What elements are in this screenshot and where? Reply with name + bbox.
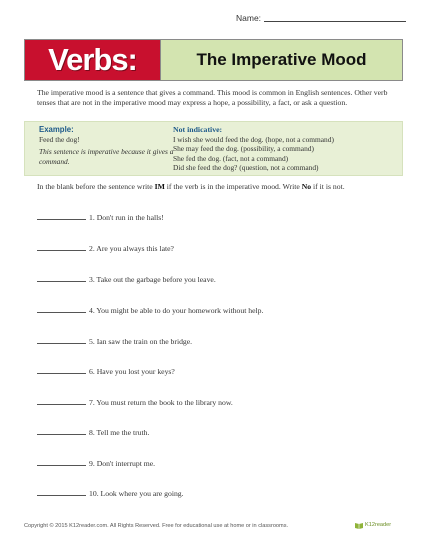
instructions-part2: if the verb is in the imperative mood. Write <box>166 182 300 191</box>
example-sentence: Feed the dog! <box>39 135 80 144</box>
name-blank[interactable] <box>264 13 406 22</box>
answer-blank[interactable] <box>37 336 86 344</box>
k12reader-logo <box>354 521 391 529</box>
question-row <box>37 366 175 376</box>
instructions-no: No <box>301 182 312 191</box>
not-indicative-heading: Not indicative: <box>173 125 223 134</box>
example-heading: Example: <box>39 125 74 134</box>
question-text: 4. You might be able to do your homework without help. <box>89 306 264 315</box>
answer-blank[interactable] <box>37 212 86 220</box>
question-row <box>37 458 155 468</box>
question-text: 5. Ian saw the train on the bridge. <box>89 337 193 346</box>
worksheet-header <box>24 39 403 81</box>
instructions-part3: if it is not. <box>313 182 345 191</box>
question-row <box>37 274 216 284</box>
instructions <box>37 182 397 191</box>
question-row <box>37 212 164 222</box>
answer-blank[interactable] <box>37 488 86 496</box>
question-row <box>37 488 184 498</box>
question-text: 8. Tell me the truth. <box>89 428 150 437</box>
example-note: This sentence is imperative because it gives a command. <box>39 147 174 166</box>
question-row <box>37 243 174 253</box>
question-row <box>37 427 149 437</box>
question-text: 1. Don't run in the halls! <box>89 213 164 222</box>
name-field[interactable] <box>236 13 406 23</box>
header-title: The Imperative Mood <box>160 40 402 80</box>
answer-blank[interactable] <box>37 366 86 374</box>
logo-text: K12reader <box>365 522 392 528</box>
question-text: 6. Have you lost your keys? <box>89 367 175 376</box>
not-indicative-line: She fed the dog. (fact, not a command) <box>173 153 289 163</box>
question-text: 10. Look where you are going. <box>89 489 184 498</box>
header-verbs: Verbs: <box>25 40 160 80</box>
intro-paragraph: The imperative mood is a sentence that gives a command. This mood is common in English sentences. Other verb tenses that are not in the imperative mood may express a hope, a possibility, a fact, or ask a question. <box>37 88 388 107</box>
question-text: 9. Don't interrupt me. <box>89 459 156 468</box>
not-indicative-line: I wish she would feed the dog. (hope, not a command) <box>173 135 334 144</box>
answer-blank[interactable] <box>37 458 86 466</box>
instructions-im: IM <box>154 182 165 191</box>
instructions-part1: In the blank before the sentence write <box>37 182 153 191</box>
question-text: 2. Are you always this late? <box>89 244 174 253</box>
answer-blank[interactable] <box>37 274 86 282</box>
question-row <box>37 336 192 346</box>
question-row <box>37 397 233 407</box>
book-icon <box>354 521 364 529</box>
not-indicative-line: Did she feed the dog? (question, not a command) <box>173 162 319 172</box>
copyright-footer: Copyright © 2015 K12reader.com. All Rights Reserved. Free for educational use at home or in classrooms. <box>24 523 289 529</box>
answer-blank[interactable] <box>37 427 86 435</box>
answer-blank[interactable] <box>37 305 86 313</box>
not-indicative-line: She may feed the dog. (possibility, a command) <box>173 144 314 154</box>
answer-blank[interactable] <box>37 243 86 251</box>
example-box <box>24 121 403 176</box>
question-text: 7. You must return the book to the library now. <box>89 398 233 407</box>
answer-blank[interactable] <box>37 397 86 405</box>
name-label: Name: <box>236 13 262 23</box>
question-text: 3. Take out the garbage before you leave. <box>89 275 216 284</box>
not-indicative-column <box>173 125 395 172</box>
example-column <box>39 125 175 166</box>
question-row <box>37 305 263 315</box>
